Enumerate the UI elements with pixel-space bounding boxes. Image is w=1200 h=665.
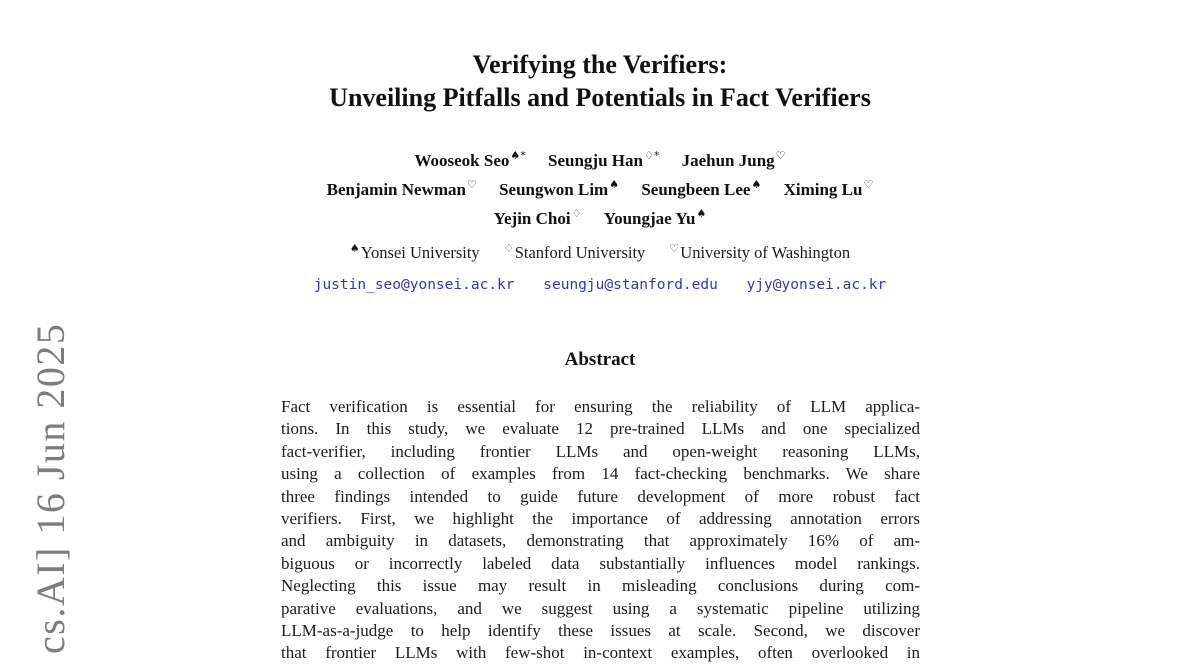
abstract-line: Fact verification is essential for ensuring the reliability of LLM applica- xyxy=(281,397,920,416)
abstract-line: biguous or incorrectly labeled data substantially influences model rankings. xyxy=(281,553,920,573)
paper-title-line1: Verifying the Verifiers: xyxy=(472,50,728,79)
author-block xyxy=(0,147,1200,234)
author-name: Jaehun Jung xyxy=(681,151,775,170)
affiliation-washington xyxy=(669,243,850,262)
paper-title xyxy=(0,48,1200,114)
abstract-body xyxy=(281,396,920,665)
author-name: Seungwon Lim xyxy=(499,180,609,199)
author-seungwon-lim xyxy=(499,180,619,199)
email-link-yjy[interactable]: yjy@yonsei.ac.kr xyxy=(746,277,887,293)
authors-row-1 xyxy=(0,147,1200,176)
email-line xyxy=(0,277,1200,293)
author-benjamin-newman xyxy=(327,180,477,199)
author-affiliation-mark: ♠ xyxy=(751,178,762,191)
author-name: Youngjae Yu xyxy=(603,209,696,228)
author-name: Yejin Choi xyxy=(493,209,571,228)
authors-row-3 xyxy=(0,205,1200,234)
author-affiliation-mark: ♡ xyxy=(863,178,874,191)
author-affiliation-mark: ♢* xyxy=(643,149,660,162)
affiliation-name: University of Washington xyxy=(680,243,851,262)
author-seungju-han xyxy=(548,151,659,170)
author-name: Wooseok Seo xyxy=(414,151,510,170)
author-name: Seungju Han xyxy=(548,151,643,170)
author-affiliation-mark: ♠ xyxy=(696,207,707,220)
abstract-line: Neglecting this issue may result in misleading conclusions during com- xyxy=(281,576,920,596)
abstract-heading: Abstract xyxy=(564,349,636,370)
abstract-line: fact-verifier, including frontier LLMs and open-weight reasoning LLMs, xyxy=(281,441,920,461)
spade-mark-icon: ♠ xyxy=(349,242,360,255)
author-youngjae-yu xyxy=(604,209,707,228)
authors-row-2 xyxy=(0,176,1200,205)
affiliation-name: Yonsei University xyxy=(360,243,480,262)
abstract-line: verifiers. First, we highlight the importance of addressing annotation errors xyxy=(281,508,920,528)
email-link-justin-seo[interactable]: justin_seo@yonsei.ac.kr xyxy=(313,277,515,293)
abstract-line: tions. In this study, we evaluate 12 pre-trained LLMs and one specialized xyxy=(281,419,920,439)
diamond-mark-icon: ♢ xyxy=(503,242,514,255)
author-jaehun-jung xyxy=(682,151,786,170)
author-affiliation-mark: ♡ xyxy=(466,178,477,191)
author-name: Ximing Lu xyxy=(783,180,863,199)
abstract-line: three findings intended to guide future development of more robust fact xyxy=(281,486,920,506)
paper-title-line2: Unveiling Pitfalls and Potentials in Fact Verifiers xyxy=(329,83,871,112)
affiliation-stanford xyxy=(504,243,645,262)
abstract-line: that frontier LLMs with few-shot in-context examples, often overlooked in xyxy=(281,643,920,663)
affiliation-yonsei xyxy=(350,243,480,262)
abstract-line: and ambiguity in datasets, demonstrating that approximately 16% of am- xyxy=(281,531,920,551)
affiliation-line xyxy=(0,243,1200,263)
author-name: Benjamin Newman xyxy=(326,180,466,199)
author-yejin-choi xyxy=(494,209,582,228)
abstract-line: parative evaluations, and we suggest using a systematic pipeline utilizing xyxy=(281,598,920,618)
author-affiliation-mark: ♠ xyxy=(609,178,620,191)
author-affiliation-mark: ♡ xyxy=(775,149,786,162)
author-wooseok-seo xyxy=(414,151,525,170)
abstract-line: using a collection of examples from 14 fact-checking benchmarks. We share xyxy=(281,464,920,484)
affiliation-name: Stanford University xyxy=(514,243,646,262)
author-affiliation-mark: ♠* xyxy=(510,149,526,162)
author-name: Seungbeen Lee xyxy=(641,180,751,199)
email-link-seungju[interactable]: seungju@stanford.edu xyxy=(543,277,718,293)
author-ximing-lu xyxy=(784,180,874,199)
author-seungbeen-lee xyxy=(641,180,761,199)
abstract-line: LLM-as-a-judge to help identify these issues at scale. Second, we discover xyxy=(281,620,920,640)
author-affiliation-mark: ♢ xyxy=(571,207,582,220)
arxiv-stamp: cs.AI] 16 Jun 2025 xyxy=(28,322,73,654)
heart-mark-icon: ♡ xyxy=(669,242,680,255)
